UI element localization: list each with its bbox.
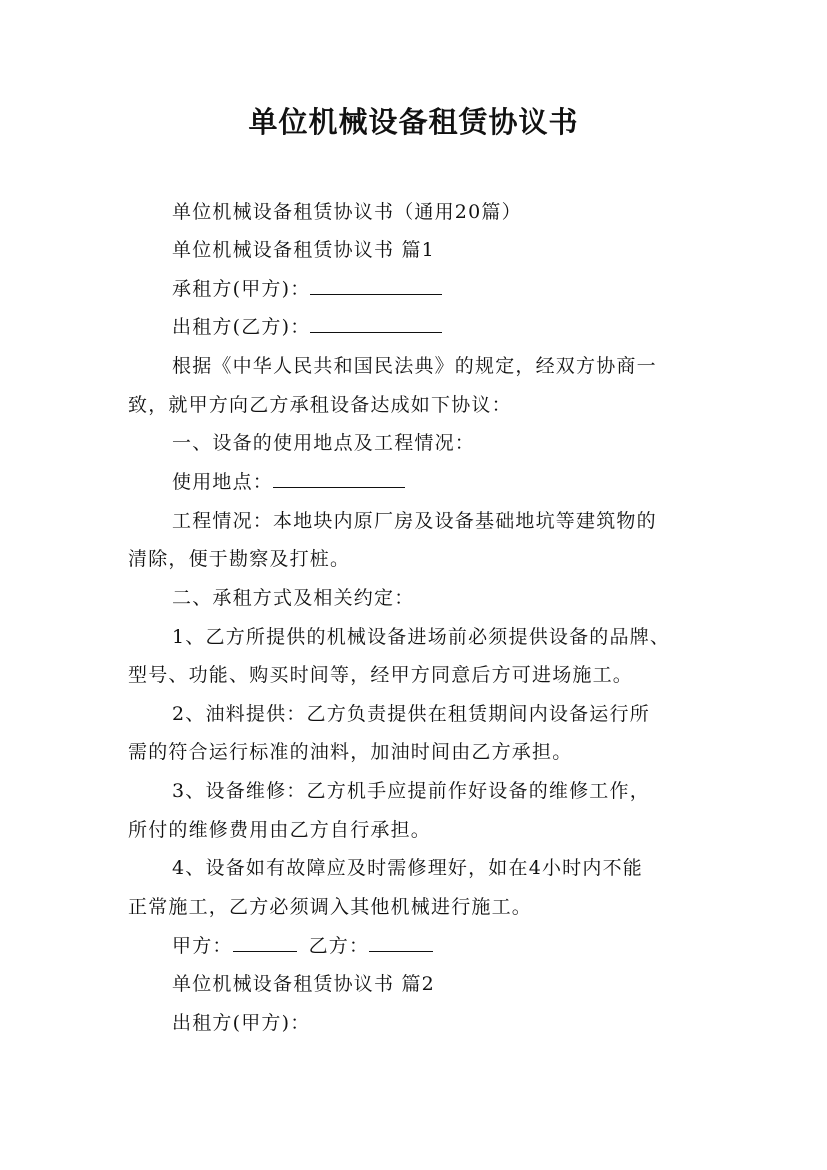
item-4-line-1: 4、设备如有故障应及时需修理好，如在4小时内不能 bbox=[172, 857, 643, 879]
lessor-label: 出租方(乙方)： bbox=[172, 316, 311, 338]
location-blank bbox=[273, 465, 405, 488]
project-line-1: 工程情况：本地块内原厂房及设备基础地坑等建筑物的 bbox=[172, 510, 657, 532]
section-1-heading: 单位机械设备租赁协议书 篇1 bbox=[172, 239, 435, 261]
project-line-2: 清除，便于勘察及打桩。 bbox=[128, 548, 351, 570]
item-1-line-2: 型号、功能、购买时间等，经甲方同意后方可进场施工。 bbox=[128, 664, 634, 686]
signature-line bbox=[128, 927, 772, 965]
document-subtitle: 单位机械设备租赁协议书（通用20篇） bbox=[172, 201, 522, 223]
lessee-label: 承租方(甲方)： bbox=[172, 278, 311, 300]
party-a-label: 甲方： bbox=[172, 935, 233, 957]
party-a-blank bbox=[233, 929, 297, 952]
item-4-line-2: 正常施工，乙方必须调入其他机械进行施工。 bbox=[128, 896, 533, 918]
lessee-line bbox=[128, 270, 772, 308]
lessee-blank bbox=[310, 272, 442, 295]
intro-line-2: 致，就甲方向乙方承租设备达成如下协议： bbox=[128, 394, 512, 416]
item-3-line-2: 所付的维修费用由乙方自行承担。 bbox=[128, 819, 432, 841]
item-3-line-1: 3、设备维修：乙方机手应提前作好设备的维修工作， bbox=[172, 780, 650, 802]
location-line bbox=[128, 463, 772, 501]
party-b-label: 乙方： bbox=[308, 935, 370, 957]
clause-1-heading: 一、设备的使用地点及工程情况： bbox=[172, 432, 476, 454]
clause-2-heading: 二、承租方式及相关约定： bbox=[172, 587, 415, 609]
item-2-line-1: 2、油料提供：乙方负责提供在租赁期间内设备运行所 bbox=[172, 703, 650, 725]
intro-line-1: 根据《中华人民共和国民法典》的规定，经双方协商一 bbox=[172, 355, 657, 377]
section-2-lessor-label: 出租方(甲方)： bbox=[172, 1012, 311, 1034]
party-b-blank bbox=[369, 929, 433, 952]
lessor-blank bbox=[310, 310, 442, 333]
document-title: 单位机械设备租赁协议书 bbox=[248, 105, 579, 139]
lessor-line bbox=[128, 308, 772, 346]
location-label: 使用地点： bbox=[172, 471, 274, 493]
item-2-line-2: 需的符合运行标准的油料，加油时间由乙方承担。 bbox=[128, 741, 573, 763]
section-2-heading: 单位机械设备租赁协议书 篇2 bbox=[172, 973, 435, 995]
item-1-line-1: 1、乙方所提供的机械设备进场前必须提供设备的品牌、 bbox=[172, 626, 671, 648]
